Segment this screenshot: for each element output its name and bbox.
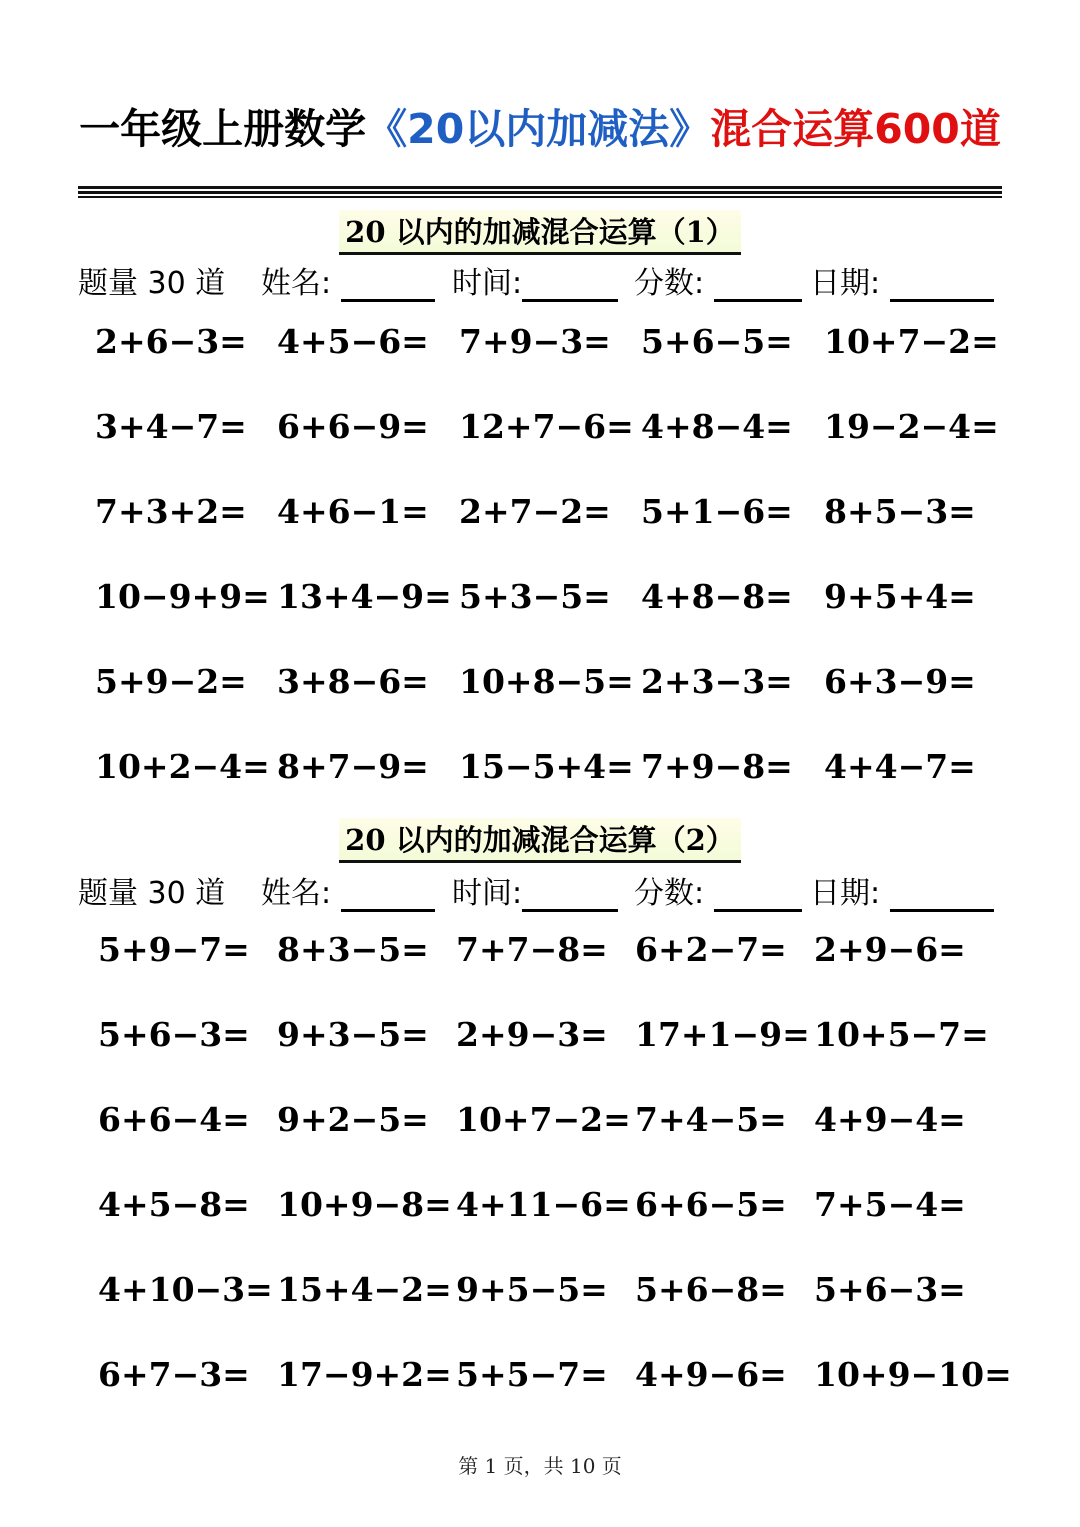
name-field[interactable] <box>341 881 435 912</box>
math-problem: 4+9−4= <box>814 1100 966 1139</box>
math-problem: 3+4−7= <box>95 407 247 446</box>
name-label: 姓名: <box>261 258 435 302</box>
math-problem: 8+5−3= <box>824 492 976 531</box>
date-field[interactable] <box>890 881 994 912</box>
math-problem: 4+11−6= <box>456 1185 631 1224</box>
title-rule-3 <box>78 196 1002 198</box>
math-problem: 5+6−3= <box>98 1015 250 1054</box>
math-problem: 10+7−2= <box>824 322 999 361</box>
math-problem: 8+3−5= <box>277 930 429 969</box>
math-problem: 10+5−7= <box>814 1015 989 1054</box>
score-label: 分数: <box>634 868 802 912</box>
math-problem: 5+6−3= <box>814 1270 966 1309</box>
math-problem: 4+5−8= <box>98 1185 250 1224</box>
math-problem: 10+9−10= <box>814 1355 1012 1394</box>
math-problem: 5+6−5= <box>641 322 793 361</box>
math-problem: 6+3−9= <box>824 662 976 701</box>
math-problem: 6+6−9= <box>277 407 429 446</box>
section-heading: 20 以内的加减混合运算（2） <box>0 818 1080 863</box>
math-problem: 7+4−5= <box>635 1100 787 1139</box>
page-title <box>0 96 1080 155</box>
math-problem: 12+7−6= <box>459 407 634 446</box>
math-problem: 2+7−2= <box>459 492 611 531</box>
math-problem: 17+1−9= <box>635 1015 810 1054</box>
math-problem: 7+7−8= <box>456 930 608 969</box>
math-problem: 2+9−6= <box>814 930 966 969</box>
math-problem: 4+9−6= <box>635 1355 787 1394</box>
time-label: 时间: <box>452 868 618 912</box>
math-problem: 9+5−5= <box>456 1270 608 1309</box>
title-part-2: 《20以内加减法》 <box>366 105 711 153</box>
time-field[interactable] <box>522 271 618 302</box>
math-problem: 10−9+9= <box>95 577 270 616</box>
math-problem: 4+4−7= <box>824 747 976 786</box>
score-field[interactable] <box>714 271 802 302</box>
math-problem: 10+9−8= <box>277 1185 452 1224</box>
math-problem: 5+6−8= <box>635 1270 787 1309</box>
math-problem: 6+6−4= <box>98 1100 250 1139</box>
math-problem: 7+5−4= <box>814 1185 966 1224</box>
math-problem: 19−2−4= <box>824 407 999 446</box>
math-problem: 9+5+4= <box>824 577 976 616</box>
math-problem: 5+5−7= <box>456 1355 608 1394</box>
math-problem: 13+4−9= <box>277 577 452 616</box>
time-label: 时间: <box>452 258 618 302</box>
math-problem: 15−5+4= <box>459 747 634 786</box>
time-field[interactable] <box>522 881 618 912</box>
math-problem: 10+8−5= <box>459 662 634 701</box>
math-problem: 6+7−3= <box>98 1355 250 1394</box>
math-problem: 9+3−5= <box>277 1015 429 1054</box>
math-problem: 7+9−8= <box>641 747 793 786</box>
math-problem: 17−9+2= <box>277 1355 452 1394</box>
math-problem: 8+7−9= <box>277 747 429 786</box>
date-label: 日期: <box>810 258 994 302</box>
math-problem: 7+9−3= <box>459 322 611 361</box>
math-problem: 9+2−5= <box>277 1100 429 1139</box>
math-problem: 10+2−4= <box>95 747 270 786</box>
math-problem: 4+6−1= <box>277 492 429 531</box>
page-footer: 第 1 页，共 10 页 <box>458 1454 622 1478</box>
info-line <box>78 868 1002 911</box>
question-count: 题量 30 道 <box>78 266 226 301</box>
math-problem: 5+1−6= <box>641 492 793 531</box>
question-count: 题量 30 道 <box>78 876 226 911</box>
name-field[interactable] <box>341 271 435 302</box>
score-field[interactable] <box>714 881 802 912</box>
name-label: 姓名: <box>261 868 435 912</box>
math-problem: 3+8−6= <box>277 662 429 701</box>
math-problem: 4+5−6= <box>277 322 429 361</box>
math-problem: 5+3−5= <box>459 577 611 616</box>
date-label: 日期: <box>810 868 994 912</box>
math-problem: 6+2−7= <box>635 930 787 969</box>
math-problem: 4+10−3= <box>98 1270 273 1309</box>
math-problem: 6+6−5= <box>635 1185 787 1224</box>
title-rule-2 <box>78 191 1002 194</box>
math-problem: 10+7−2= <box>456 1100 631 1139</box>
math-problem: 15+4−2= <box>277 1270 452 1309</box>
math-problem: 2+6−3= <box>95 322 247 361</box>
math-problem: 2+3−3= <box>641 662 793 701</box>
date-field[interactable] <box>890 271 994 302</box>
title-rule-1 <box>78 186 1002 189</box>
section-heading: 20 以内的加减混合运算（1） <box>0 210 1080 255</box>
math-problem: 4+8−4= <box>641 407 793 446</box>
info-line <box>78 258 1002 301</box>
math-problem: 5+9−2= <box>95 662 247 701</box>
math-problem: 7+3+2= <box>95 492 247 531</box>
math-problem: 4+8−8= <box>641 577 793 616</box>
math-problem: 2+9−3= <box>456 1015 608 1054</box>
title-part-1: 一年级上册数学 <box>79 105 367 153</box>
math-problem: 5+9−7= <box>98 930 250 969</box>
title-part-3: 混合运算600道 <box>710 105 1001 153</box>
score-label: 分数: <box>634 258 802 302</box>
